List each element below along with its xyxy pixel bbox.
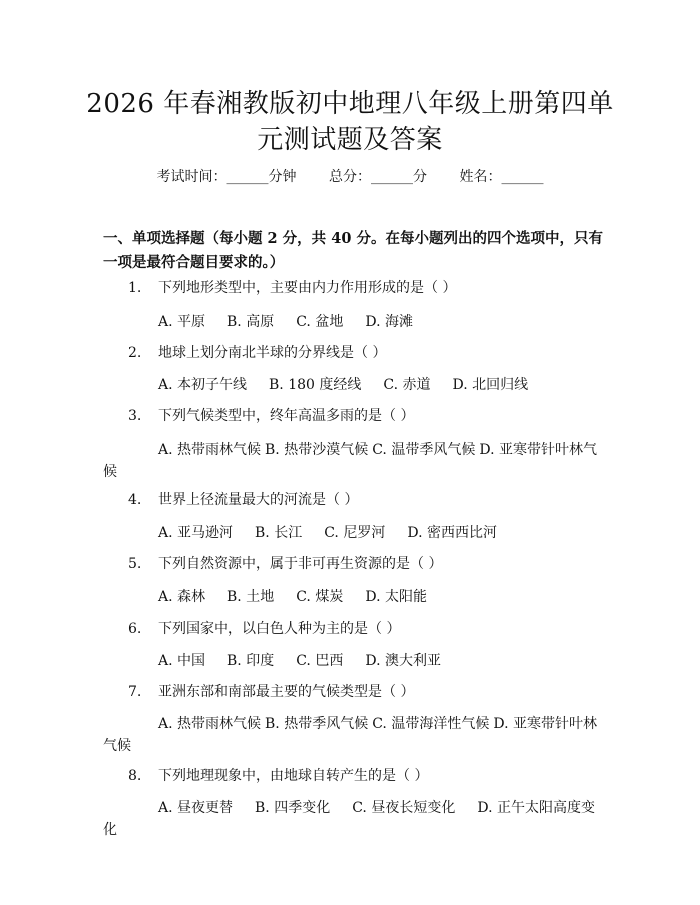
option-c[interactable]: C. 温带海洋性气候 [372, 716, 490, 732]
question-7-options [103, 713, 603, 757]
option-b[interactable]: B. 热带沙漠气候 [265, 442, 369, 458]
question-5 [128, 553, 442, 575]
option-b[interactable]: B. 长江 [255, 525, 303, 541]
question-number: 5. [128, 556, 142, 572]
question-4-options [103, 522, 603, 544]
question-6-options [103, 650, 603, 672]
question-text: 下列地理现象中，由地球自转产生的是（ ） [158, 768, 429, 784]
exam-name: 姓名：______ [459, 169, 544, 185]
question-5-options [103, 586, 603, 608]
question-number: 3. [128, 408, 142, 424]
option-a[interactable]: A. 热带雨林气候 [158, 716, 262, 732]
question-8 [128, 765, 428, 787]
option-d[interactable]: D. 澳大利亚 [365, 653, 441, 669]
question-4 [128, 489, 358, 511]
option-d[interactable]: D. 太阳能 [365, 589, 427, 605]
option-d[interactable]: D. 亚寒带针叶林气候 [103, 442, 597, 480]
question-number: 8. [128, 768, 142, 784]
option-c[interactable]: C. 尼罗河 [324, 525, 386, 541]
question-text: 下列自然资源中，属于非可再生资源的是（ ） [158, 556, 443, 572]
option-b[interactable]: B. 高原 [227, 314, 275, 330]
title-line-1: 2026 年春湘教版初中地理八年级上册第四单 [86, 89, 614, 119]
exam-meta [0, 166, 700, 188]
option-d[interactable]: D. 海滩 [365, 314, 413, 330]
question-3 [128, 405, 414, 427]
option-d[interactable]: D. 北回归线 [452, 377, 529, 393]
option-c[interactable]: C. 昼夜长短变化 [352, 800, 456, 816]
option-a[interactable]: A. 昼夜更替 [158, 800, 234, 816]
option-c[interactable]: C. 赤道 [383, 377, 431, 393]
question-number: 2. [128, 345, 142, 361]
question-text: 地球上划分南北半球的分界线是（ ） [158, 345, 387, 361]
question-1-options [103, 311, 603, 333]
question-text: 下列地形类型中，主要由内力作用形成的是（ ） [158, 280, 457, 296]
option-a[interactable]: A. 森林 [158, 589, 206, 605]
option-b[interactable]: B. 热带季风气候 [265, 716, 369, 732]
option-c[interactable]: C. 巴西 [296, 653, 344, 669]
exam-time: 考试时间：______分钟 [156, 169, 297, 185]
option-c[interactable]: C. 温带季风气候 [372, 442, 476, 458]
question-text: 亚洲东部和南部最主要的气候类型是（ ） [158, 684, 415, 700]
question-2-options [103, 374, 603, 396]
question-text: 下列气候类型中，终年高温多雨的是（ ） [158, 408, 415, 424]
option-a[interactable]: A. 热带雨林气候 [158, 442, 262, 458]
question-number: 1. [128, 280, 142, 296]
question-number: 4. [128, 492, 142, 508]
option-b[interactable]: B. 四季变化 [255, 800, 331, 816]
exam-score: 总分：______分 [329, 169, 427, 185]
option-b[interactable]: B. 土地 [227, 589, 275, 605]
question-7 [128, 681, 414, 703]
question-1 [128, 277, 456, 299]
option-c[interactable]: C. 煤炭 [296, 589, 344, 605]
question-8-options [103, 797, 603, 841]
option-d[interactable]: D. 亚寒带针叶林气候 [103, 716, 597, 754]
option-d[interactable]: D. 密西西比河 [407, 525, 497, 541]
question-3-options [103, 439, 603, 483]
option-a[interactable]: A. 本初子午线 [158, 377, 248, 393]
option-b[interactable]: B. 180 度经线 [269, 377, 362, 393]
title-line-2: 元测试题及答案 [257, 125, 443, 155]
question-number: 6. [128, 621, 142, 637]
page-title [70, 86, 630, 158]
question-text: 世界上径流量最大的河流是（ ） [158, 492, 359, 508]
option-a[interactable]: A. 亚马逊河 [158, 525, 234, 541]
option-a[interactable]: A. 平原 [158, 314, 206, 330]
option-c[interactable]: C. 盆地 [296, 314, 344, 330]
question-2 [128, 342, 386, 364]
question-number: 7. [128, 684, 142, 700]
question-text: 下列国家中，以白色人种为主的是（ ） [158, 621, 401, 637]
option-b[interactable]: B. 印度 [227, 653, 275, 669]
question-6 [128, 618, 400, 640]
option-a[interactable]: A. 中国 [158, 653, 206, 669]
section-heading: 一、单项选择题（每小题 2 分，共 40 分。在每小题列出的四个选项中，只有一项是最符合题目要求的。） [103, 230, 603, 271]
option-d[interactable]: D. 正午太阳高度变化 [103, 800, 595, 838]
